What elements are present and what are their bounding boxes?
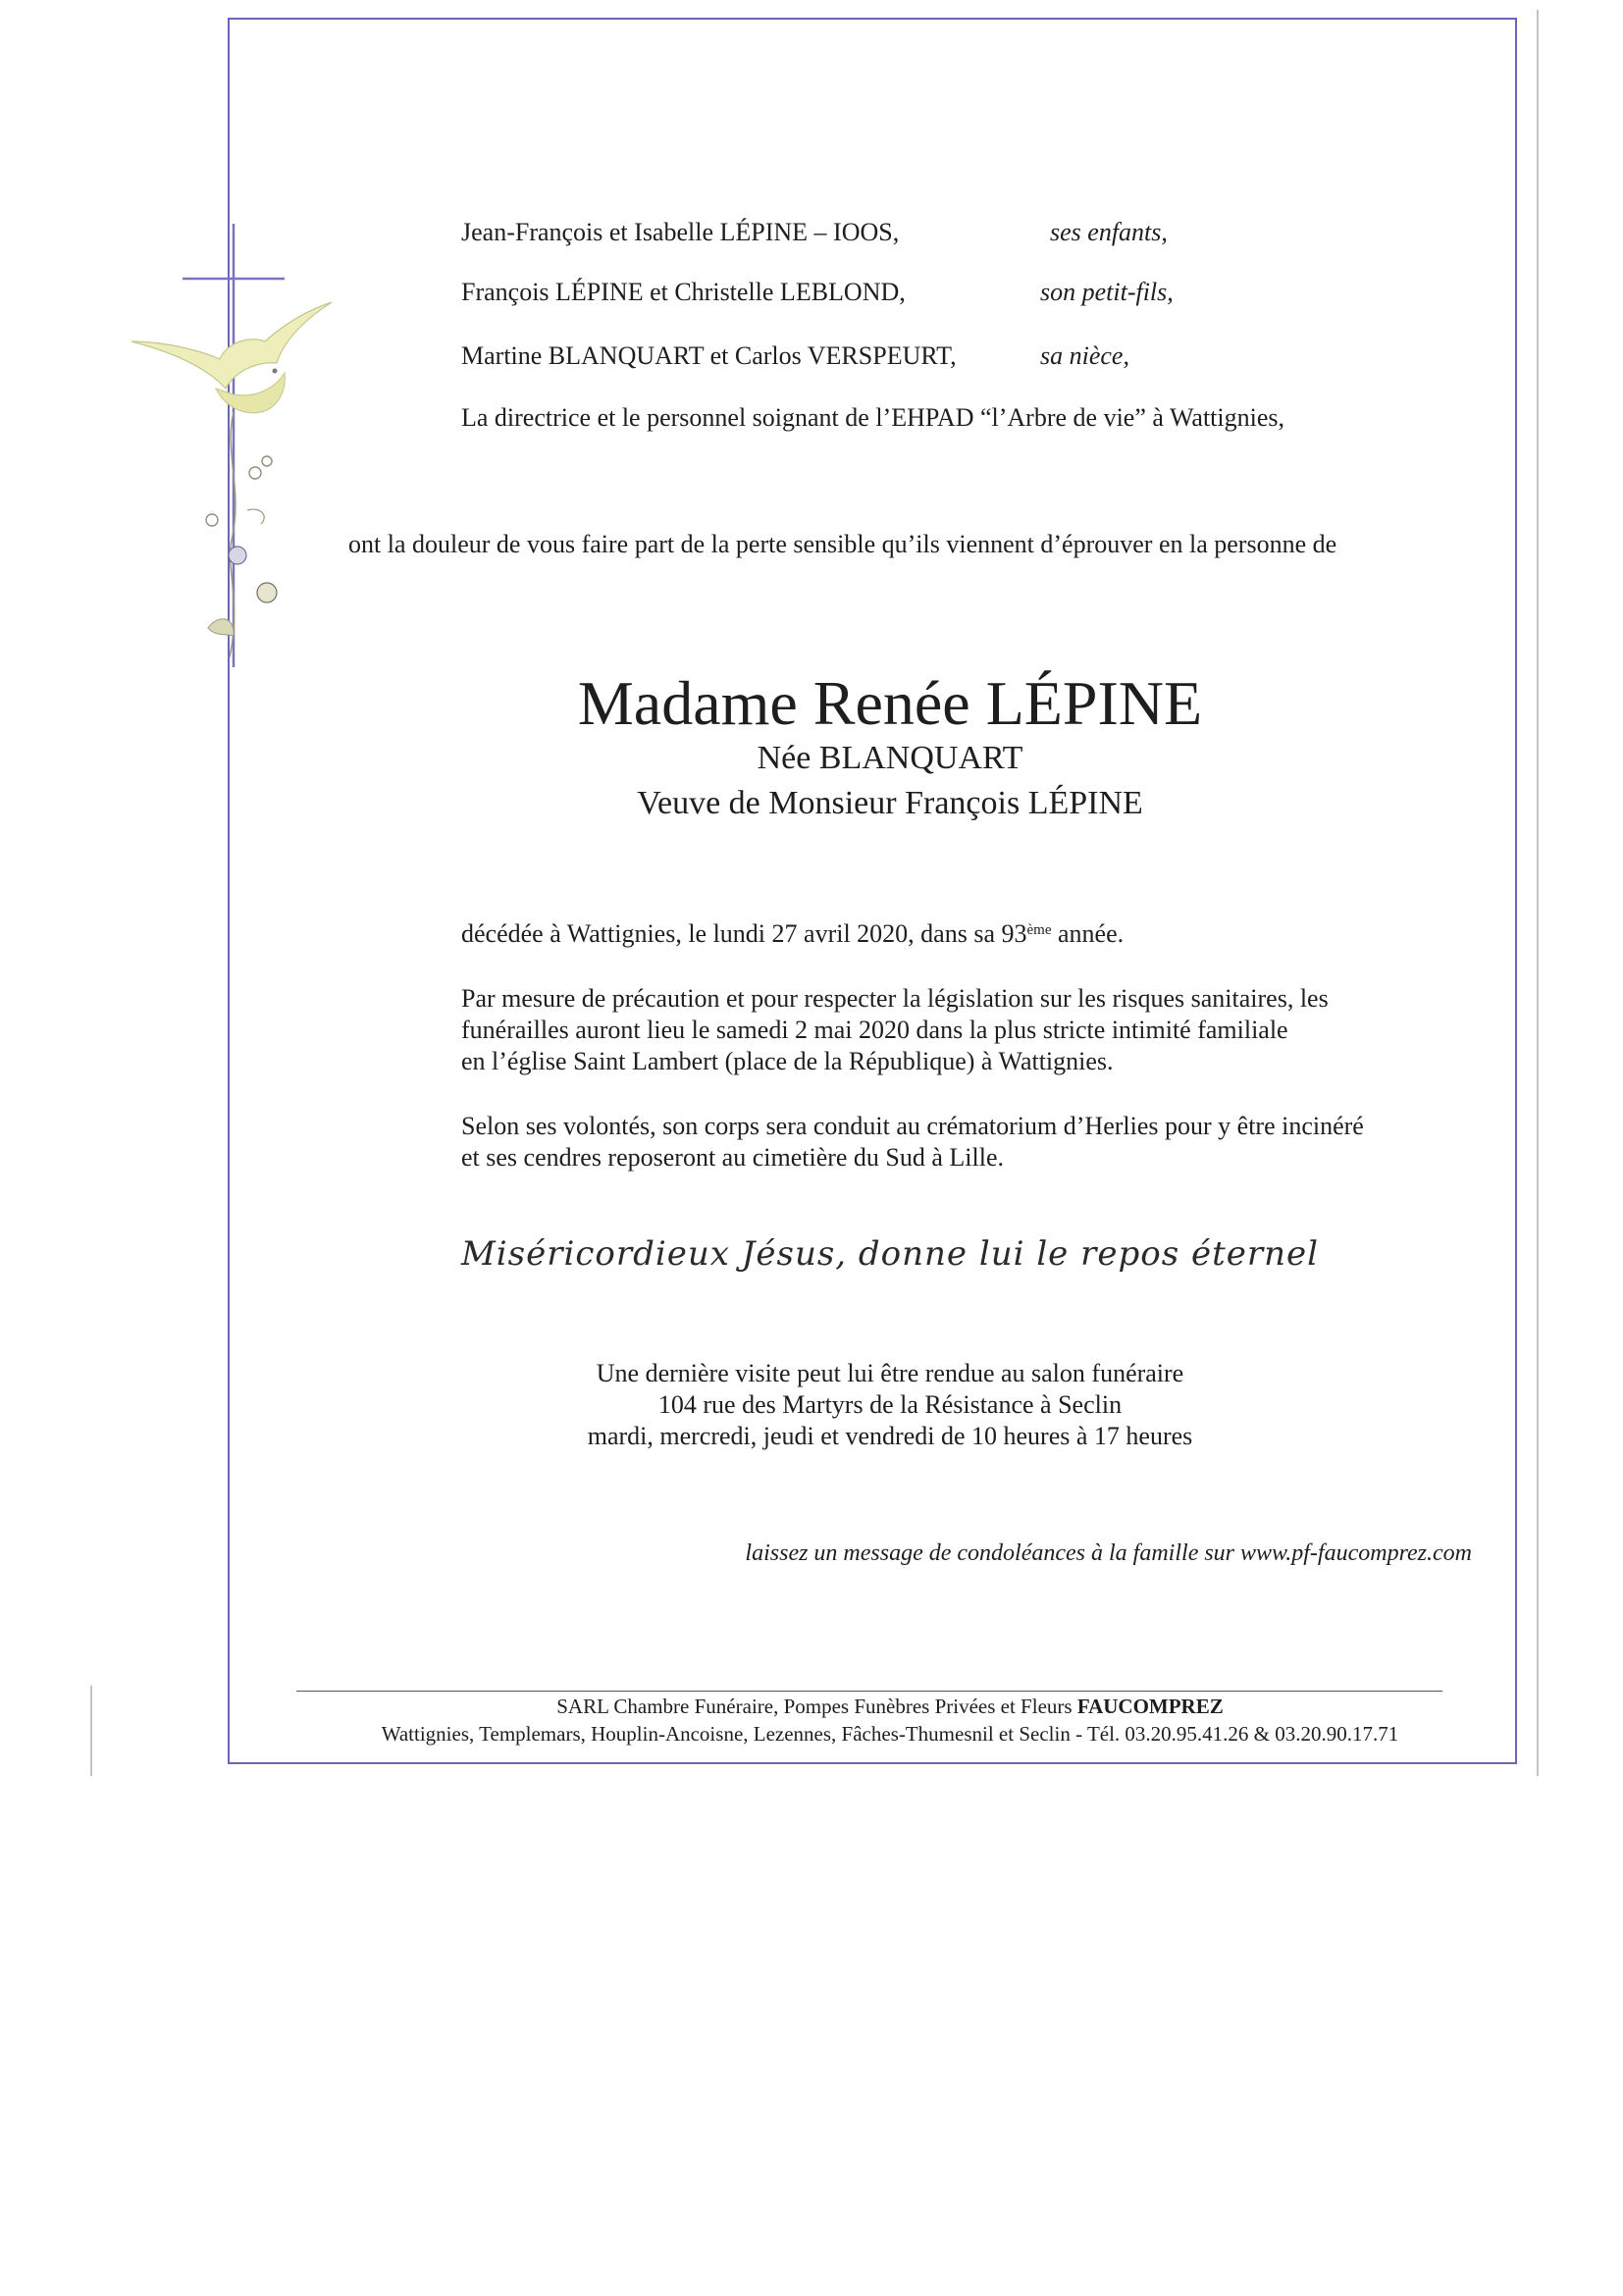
funeral-line: funérailles auront lieu le samedi 2 mai 2020 dans la plus stricte intimité familiale: [461, 1016, 1288, 1044]
death-line-text: décédée à Wattignies, le lundi 27 avril 2020, dans sa 93: [461, 919, 1027, 948]
cremation-line: Selon ses volontés, son corps sera conduit au crématorium d’Herlies pour y être incinéré: [461, 1112, 1364, 1140]
announcement-intro: ont la douleur de vous faire part de la perte sensible qu’ils viennent d’éprouver en la personne de: [348, 530, 1337, 558]
condolences-note: laissez un message de condoléances à la famille sur www.pf-faucomprez.com: [745, 1540, 1472, 1566]
maiden-name: Née BLANQUART: [757, 740, 1023, 776]
cremation-line: et ses cendres reposeront au cimetière du Sud à Lille.: [461, 1143, 1005, 1172]
footer-company-name: FAUCOMPREZ: [1076, 1695, 1224, 1718]
scan-edge-right: [1537, 10, 1539, 1776]
dove-icon: [131, 302, 332, 413]
family-names: Jean-François et Isabelle LÉPINE – IOOS,: [461, 218, 900, 246]
frame-bottom-border: [228, 1762, 1517, 1764]
footer-company-text: SARL Chambre Funéraire, Pompes Funèbres Privées et Fleurs: [556, 1695, 1077, 1718]
footer-locations: Wattignies, Templemars, Houplin-Ancoisne, Lezennes, Fâches-Thumesnil et Seclin - Tél. 03.20.95.41.26 & 03.20.90.17.71: [381, 1722, 1399, 1746]
family-relation: sa nièce,: [1040, 341, 1129, 370]
widow-line: Veuve de Monsieur François LÉPINE: [637, 785, 1143, 821]
death-line-end: année.: [1051, 919, 1125, 948]
memorial-decoration: [118, 216, 353, 677]
flower-sprig-icon: [206, 412, 277, 657]
prayer-line: Miséricordieux Jésus, donne lui le repos éternel: [460, 1234, 1320, 1274]
family-names: François LÉPINE et Christelle LEBLOND,: [461, 278, 906, 306]
family-relation: ses enfants,: [1050, 218, 1168, 246]
family-relation: son petit-fils,: [1040, 278, 1174, 306]
ordinal-suffix: ème: [1026, 922, 1052, 938]
deceased-name: Madame Renée LÉPINE: [577, 668, 1203, 738]
scan-edge-left: [90, 1686, 92, 1776]
footer-rule: [296, 1691, 1442, 1692]
frame-top-border: [228, 18, 1517, 20]
staff-line: La directrice et le personnel soignant de l’EHPAD “l’Arbre de vie” à Wattignies,: [461, 403, 1285, 432]
funeral-line: Par mesure de précaution et pour respecter la législation sur les risques sanitaires, les: [461, 984, 1329, 1013]
footer-company: [294, 1694, 1486, 1719]
visit-line: Une dernière visite peut lui être rendue au salon funéraire: [596, 1359, 1184, 1387]
funeral-line: en l’église Saint Lambert (place de la République) à Wattignies.: [461, 1047, 1114, 1075]
frame-right-border: [1515, 18, 1517, 1764]
death-line: [461, 918, 1124, 950]
visit-line: mardi, mercredi, jeudi et vendredi de 10 heures à 17 heures: [587, 1422, 1193, 1450]
family-names: Martine BLANQUART et Carlos VERSPEURT,: [461, 341, 957, 370]
visit-line: 104 rue des Martyrs de la Résistance à Seclin: [657, 1390, 1123, 1419]
